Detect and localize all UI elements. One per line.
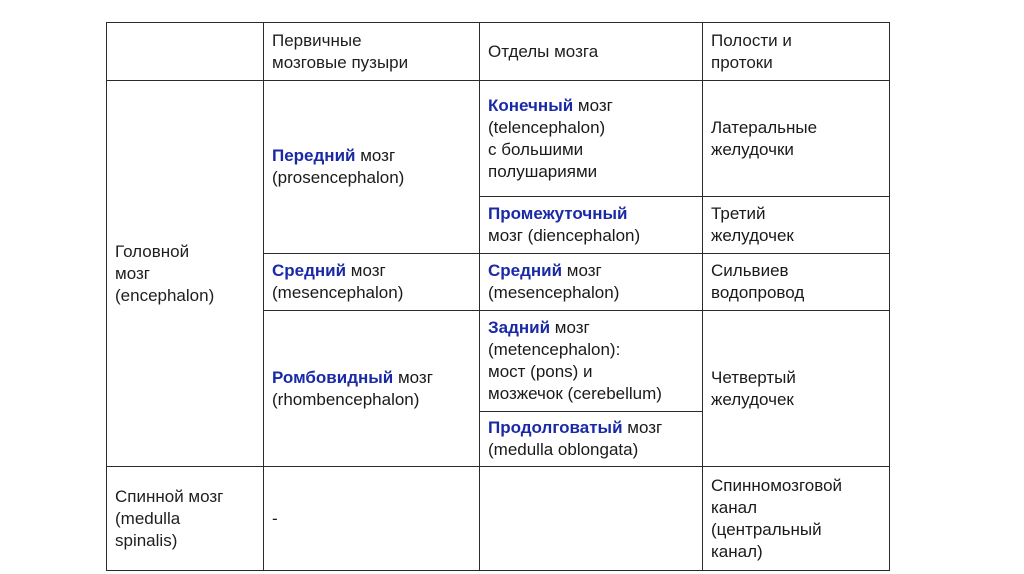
header-brain-divisions: Отделы мозга	[480, 23, 703, 81]
cell-prosencephalon: Передний мозг (prosencephalon)	[264, 81, 480, 254]
cell-medulla-oblongata: Продолговатый мозг (medulla oblongata)	[480, 412, 703, 467]
term-rhombencephalon: Ромбовидный	[272, 367, 394, 387]
cell-spinal-division	[480, 467, 703, 571]
term-telencephalon: Конечный	[488, 95, 574, 115]
term-diencephalon: Промежуточный	[488, 204, 628, 223]
header-empty	[107, 23, 264, 81]
header-cavities: Полости и протоки	[703, 23, 890, 81]
term-metencephalon: Задний	[488, 318, 551, 337]
cell-mesencephalon-primary: Средний мозг (mesencephalon)	[264, 254, 480, 311]
row-telencephalon	[107, 81, 890, 197]
term-prosencephalon: Передний	[272, 146, 356, 165]
cell-metencephalon: Задний мозг (metencephalon): мост (pons) и мозжечок (cerebellum)	[480, 311, 703, 412]
term-mesencephalon-division: Средний	[488, 261, 563, 280]
cell-aqueduct: Сильвиев водопровод	[703, 254, 890, 311]
cell-spinal-canal: Спинномозговой канал (центральный канал)	[703, 467, 890, 571]
cell-third-ventricle: Третий желудочек	[703, 197, 890, 254]
cell-fourth-ventricle: Четвертый желудочек	[703, 311, 890, 467]
cell-diencephalon: Промежуточный мозг (diencephalon)	[480, 197, 703, 254]
cell-telencephalon: Конечный мозг (telencephalon) с большими полушариями	[480, 81, 703, 197]
header-row	[107, 23, 890, 81]
row-spinal-cord	[107, 467, 890, 571]
row-head-spinal: Спинной мозг (medulla spinalis)	[107, 467, 264, 571]
row-head-encephalon: Головной мозг (encephalon)	[107, 81, 264, 467]
brain-divisions-table	[106, 22, 890, 571]
cell-mesencephalon-division: Средний мозг (mesencephalon)	[480, 254, 703, 311]
term-medulla-oblongata: Продолговатый	[488, 418, 623, 437]
term-mesencephalon-primary: Средний	[272, 261, 347, 280]
header-primary-vesicles: Первичные мозговые пузыри	[264, 23, 480, 81]
cell-lateral-ventricles: Латеральные желудочки	[703, 81, 890, 197]
cell-spinal-primary: -	[264, 467, 480, 571]
cell-rhombencephalon: Ромбовидный мозг (rhombencephalon)	[264, 311, 480, 467]
